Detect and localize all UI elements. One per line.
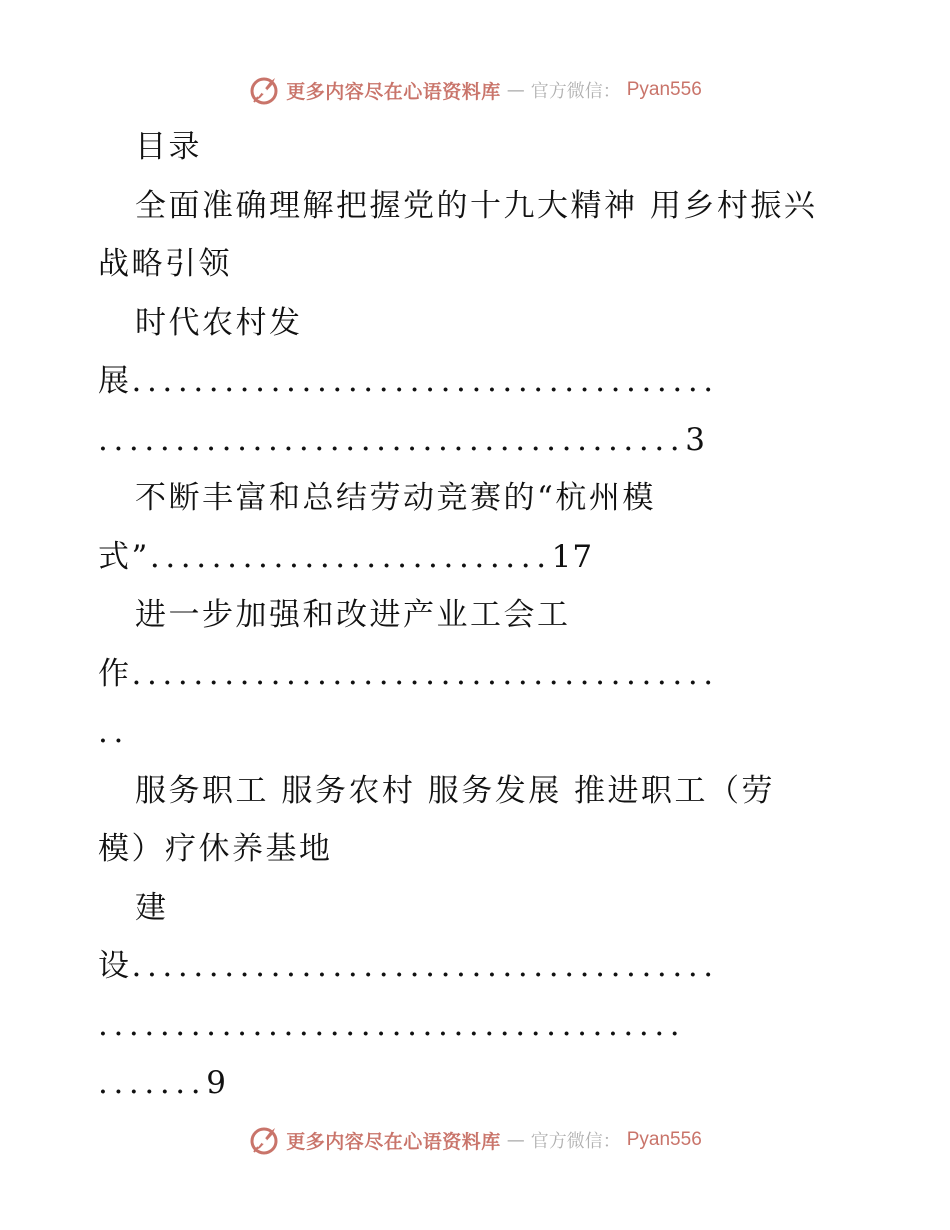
toc-entry-3-leader-1: ...................................... bbox=[131, 655, 719, 692]
toc-entry-4-leader-row-1 bbox=[98, 937, 843, 996]
toc-heading: 目录 bbox=[135, 129, 202, 165]
banner-wechat-id: Pyan556 bbox=[626, 1129, 702, 1150]
toc-entry-2-page-number: 17 bbox=[551, 538, 594, 575]
toc-entry-3-leader-2: .. bbox=[98, 714, 129, 750]
toc-entry-4-leader-row-3 bbox=[98, 1054, 843, 1113]
banner-title: 更多内容尽在心语资料库 bbox=[286, 1130, 501, 1153]
toc-entry-4-page-number: 9 bbox=[206, 1065, 227, 1101]
toc-entry-3-title-line-2: 作 bbox=[98, 655, 132, 692]
toc-entry-4-leader-3: ....... bbox=[98, 1065, 207, 1101]
toc-entry-4-title-line-1: 服务职工 服务农村 服务发展 推进职工（劳 bbox=[135, 772, 776, 809]
toc-entry-3-title-line-1: 进一步加强和改进产业工会工 bbox=[135, 597, 571, 633]
toc-entry-3-leader-row-2 bbox=[98, 703, 843, 762]
toc-entry-2-leader-row-1 bbox=[98, 528, 843, 587]
toc-entry-4-leader-row-2 bbox=[98, 996, 843, 1055]
toc-entry-4-leader-1: ...................................... bbox=[131, 948, 719, 984]
toc-entry-1-title-line-4: 展 bbox=[98, 363, 132, 399]
toc-entry-4-title-line-2: 模）疗休养基地 bbox=[98, 831, 333, 867]
toc-entry-1-page-number: 3 bbox=[685, 421, 706, 458]
banner-separator: — bbox=[506, 79, 525, 101]
toc-entry-1-leader-row-1 bbox=[98, 352, 843, 411]
footer-banner bbox=[0, 1120, 950, 1160]
toc-entry-3-leader-row-1 bbox=[98, 645, 843, 704]
toc-entry-1-title-line-2: 战略引领 bbox=[98, 246, 232, 282]
banner-wechat-id: Pyan556 bbox=[626, 79, 702, 100]
toc-entry-1-leader-2: ...................................... bbox=[98, 421, 686, 458]
toc-entry-4-title-line-4: 设 bbox=[98, 948, 132, 984]
toc-entry-4-title-line-3: 建 bbox=[135, 889, 169, 926]
banner-wechat-label: 官方微信： bbox=[530, 1131, 621, 1152]
toc-entry-2-title-line-2: 式” bbox=[98, 538, 150, 575]
toc-entry-2-title-line-1: 不断丰富和总结劳动竞赛的“杭州模 bbox=[135, 480, 656, 516]
banner-separator: — bbox=[506, 1129, 525, 1151]
toc-content bbox=[98, 118, 843, 1113]
toc-entry-2-leader-1: .......................... bbox=[149, 538, 552, 575]
quill-pen-logo-icon bbox=[248, 1124, 280, 1156]
toc-entry-1-leader-1: ...................................... bbox=[131, 363, 719, 399]
toc-entry-1-title-line-3: 时代农村发 bbox=[135, 304, 303, 341]
quill-pen-logo-icon bbox=[248, 74, 280, 106]
toc-entry-1-leader-row-2 bbox=[98, 411, 843, 470]
toc-entry-4-leader-2: ...................................... bbox=[98, 1006, 686, 1043]
banner-wechat-label: 官方微信： bbox=[530, 81, 621, 102]
banner-title: 更多内容尽在心语资料库 bbox=[286, 80, 501, 103]
header-banner bbox=[0, 70, 950, 110]
toc-entry-1-title-line-1: 全面准确理解把握党的十九大精神 用乡村振兴 bbox=[135, 187, 818, 224]
